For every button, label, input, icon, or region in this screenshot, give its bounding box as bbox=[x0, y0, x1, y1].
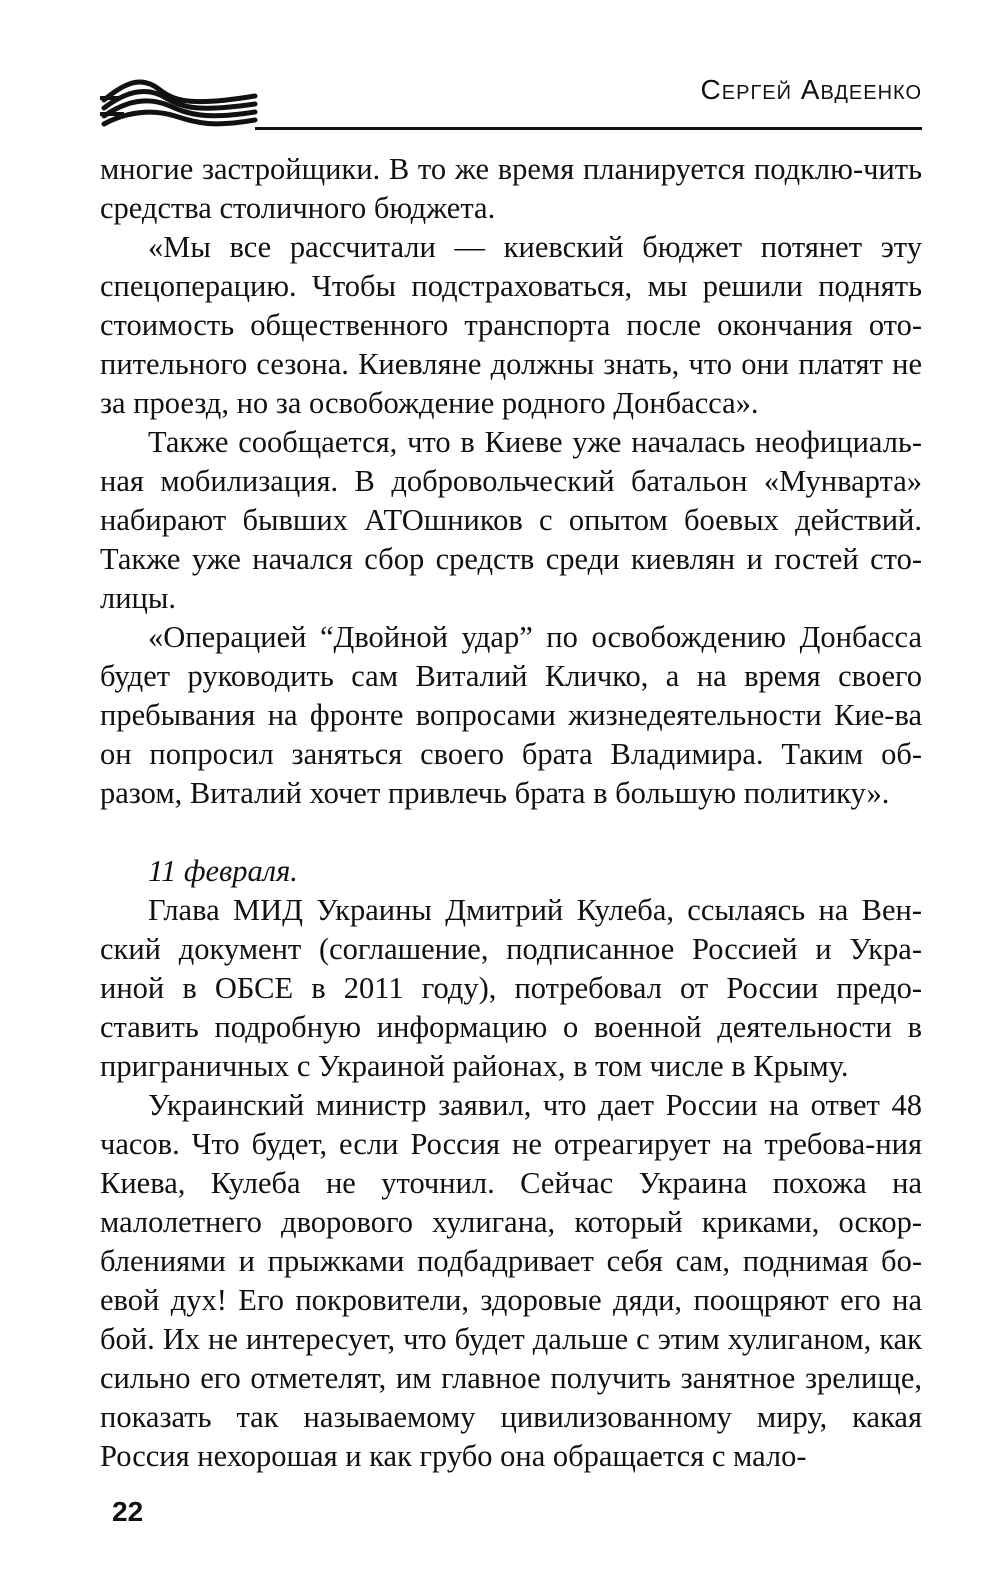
paragraph: Также сообщается, что в Киеве уже началась неофициаль-ная мобилизация. В добровольческий батальон «Мунварта» набирают бывших АТОшников с опытом боевых действий. Также уже начался сбор средств среди киевлян и гостей сто-лицы. bbox=[100, 425, 922, 615]
paragraph: многие застройщики. В то же время планируется подклю-чить средства столичного бюджета. bbox=[100, 152, 922, 225]
paragraph: «Мы все рассчитали — киевский бюджет потянет эту спецоперацию. Чтобы подстраховаться, мы решили поднять стоимость общественного транспорта после окончания ото-пительного сезона. Киевляне должны знать, что они платят не за проезд, но за освобождение родного Донбасса». bbox=[100, 230, 922, 420]
page-body bbox=[100, 150, 922, 1476]
publisher-logo-icon bbox=[100, 70, 260, 130]
page-number: 22 bbox=[112, 1496, 144, 1527]
header-rule bbox=[255, 127, 922, 130]
paragraph: Глава МИД Украины Дмитрий Кулеба, ссылаясь на Вен-ский документ (соглашение, подписанное Россией и Укра-иной в ОБСЕ в 2011 году), потребовал от России предо-ставить подробную информацию о военной деятельности в приграничных с Украиной районах, в том числе в Крыму. bbox=[100, 893, 922, 1083]
section-date: 11 февраля. bbox=[148, 854, 298, 888]
paragraph: «Операцией “Двойной удар” по освобождению Донбасса будет руководить сам Виталий Кличко, а на время своего пребывания на фронте вопросами жизнедеятельности Кие-ва он попросил заняться своего брата Владимира. Таким об-разом, Виталий хочет привлечь брата в большую политику». bbox=[100, 620, 922, 810]
header-author: Сергей Авдеенко bbox=[700, 74, 922, 105]
paragraph: Украинский министр заявил, что дает России на ответ 48 часов. Что будет, если Россия не отреагирует на требова-ния Киева, Кулеба не уточнил. Сейчас Украина похожа на малолетнего дворового хулигана, который криками, оскор-блениями и прыжками подбадривает себя сам, поднимая бо-евой дух! Его покровители, здоровые дяди, поощряют его на бой. Их не интересует, что будет дальше с этим хулиганом, как сильно его отметелят, им главное получить занятное зрелище, показать так называемому цивилизованному миру, какая Россия нехорошая и как грубо она обращается с мало- bbox=[100, 1088, 922, 1473]
